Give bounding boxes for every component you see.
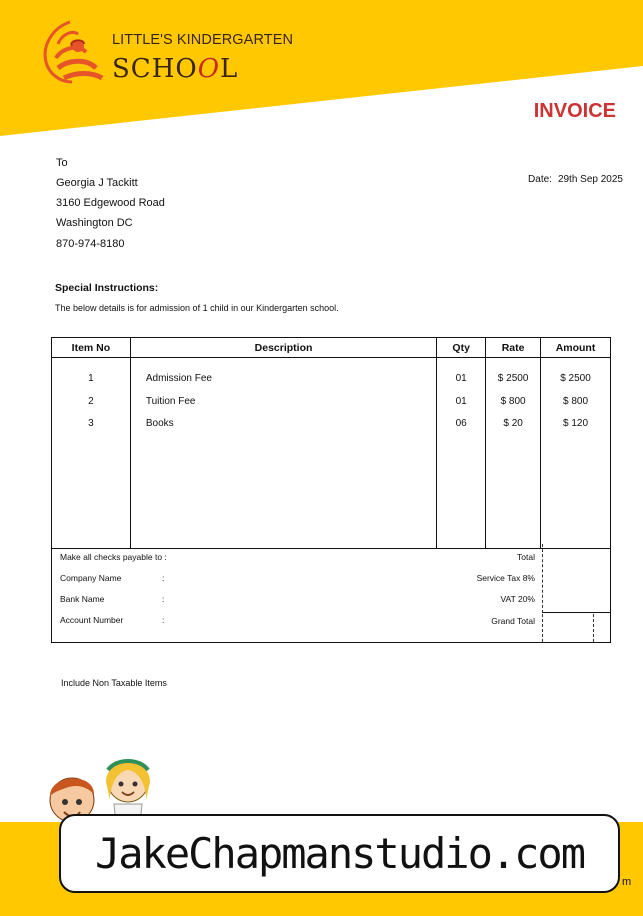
qty-cell: 01	[437, 358, 486, 391]
recipient-street: 3160 Edgewood Road	[56, 197, 165, 209]
table-row	[52, 390, 611, 412]
bank-name-colon: :	[162, 594, 165, 604]
non-taxable-note: Include Non Taxable Items	[61, 678, 167, 688]
watermark-text: JakeChapmanstudio.com	[94, 829, 584, 878]
header-amount: Amount	[541, 338, 611, 358]
table-row	[52, 358, 611, 391]
date-value: 29th Sep 2025	[557, 174, 623, 185]
account-number-colon: :	[162, 615, 165, 625]
item-no-cell: 1	[52, 358, 131, 391]
company-name-label: Company Name	[60, 573, 122, 583]
grand-total-amount-box	[542, 614, 594, 642]
company-name-colon: :	[162, 573, 165, 583]
account-number-label: Account Number	[60, 615, 124, 625]
recipient-city: Washington DC	[56, 217, 133, 229]
totals-amount-box	[542, 544, 611, 613]
rate-cell: $ 2500	[486, 358, 541, 391]
special-instructions-heading: Special Instructions:	[55, 282, 159, 294]
qty-cell: 01	[437, 390, 486, 412]
recipient-phone: 870-974-8180	[56, 238, 125, 250]
description-cell: Books	[130, 412, 436, 434]
recipient-to-label: To	[56, 157, 68, 169]
header-qty: Qty	[437, 338, 486, 358]
header-description: Description	[130, 338, 436, 358]
amount-cell: $ 2500	[541, 358, 611, 391]
table-filler-row	[52, 434, 611, 549]
vat-label: VAT 20%	[500, 594, 535, 604]
item-no-cell: 3	[52, 412, 131, 434]
grand-total-label: Grand Total	[491, 616, 535, 626]
school-logo-icon	[40, 20, 112, 86]
watermark-banner	[59, 814, 620, 893]
date-label: Date:	[528, 174, 552, 185]
school-name-bottom: SCHOOL	[112, 54, 239, 84]
amount-cell: $ 120	[541, 412, 611, 434]
bank-name-label: Bank Name	[60, 594, 105, 604]
watermark-tail-text: m	[622, 876, 632, 888]
qty-cell: 06	[437, 412, 486, 434]
checks-payable-label: Make all checks payable to :	[60, 552, 167, 562]
description-cell: Admission Fee	[130, 358, 436, 391]
special-instructions-text: The below details is for admission of 1 child in our Kindergarten school.	[55, 303, 339, 313]
header-item-no: Item No	[52, 338, 131, 358]
school-name-top: LITTLE'S KINDERGARTEN	[112, 32, 294, 48]
amount-cell: $ 800	[541, 390, 611, 412]
payment-totals-box	[51, 544, 611, 643]
recipient-name: Georgia J Tackitt	[56, 177, 138, 189]
service-tax-label: Service Tax 8%	[476, 573, 535, 583]
table-row	[52, 412, 611, 434]
description-cell: Tuition Fee	[130, 390, 436, 412]
rate-cell: $ 800	[486, 390, 541, 412]
items-table	[51, 337, 611, 549]
invoice-title: INVOICE	[533, 100, 616, 122]
invoice-date	[528, 174, 623, 185]
total-label: Total	[517, 552, 535, 562]
item-no-cell: 2	[52, 390, 131, 412]
rate-cell: $ 20	[486, 412, 541, 434]
header-rate: Rate	[486, 338, 541, 358]
